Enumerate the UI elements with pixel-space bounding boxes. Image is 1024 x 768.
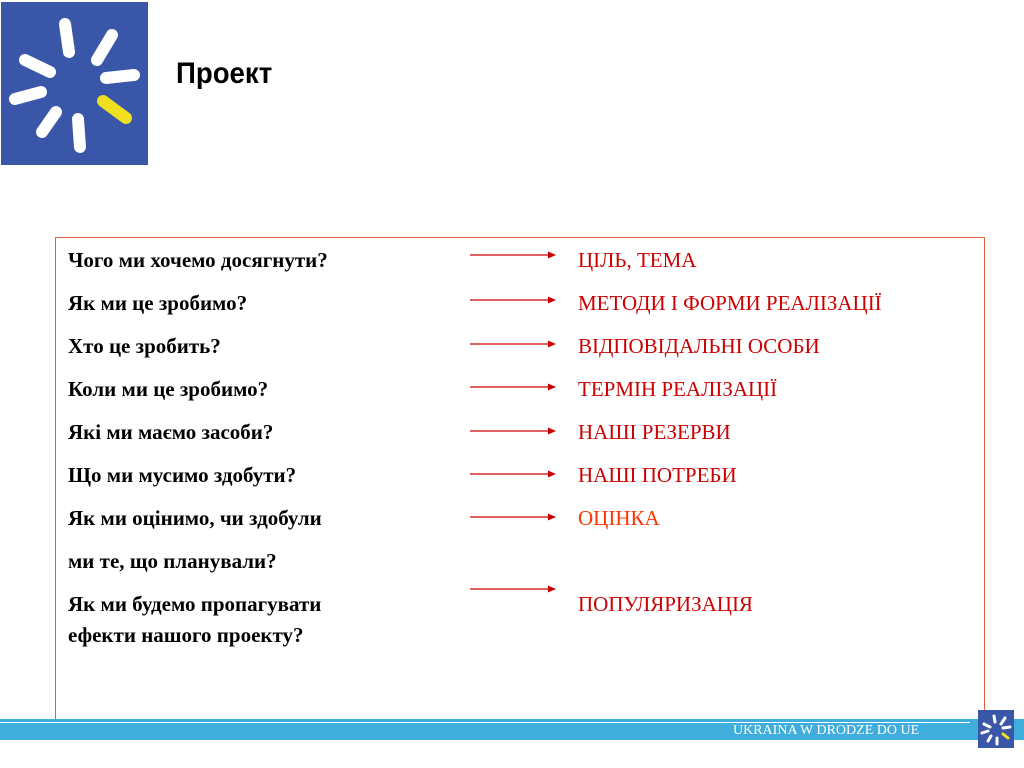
answer-methods: МЕТОДИ І ФОРМИ РЕАЛІЗАЦІЇ bbox=[578, 291, 882, 315]
answer-promotion: ПОПУЛЯРИЗАЦІЯ bbox=[578, 592, 753, 616]
answer-needs: НАШІ ПОТРЕБИ bbox=[578, 463, 737, 487]
answer-means: НАШІ РЕЗЕРВИ bbox=[578, 420, 731, 444]
question-methods: Як ми це зробимо? bbox=[68, 291, 248, 315]
right-arrow-icon bbox=[470, 469, 556, 479]
sunburst-logo-icon bbox=[1, 2, 148, 165]
right-arrow-icon bbox=[470, 250, 556, 260]
question-when: Коли ми це зробимо? bbox=[68, 377, 269, 401]
sunburst-logo-icon bbox=[978, 710, 1014, 748]
question-needs: Що ми мусимо здобути? bbox=[68, 463, 297, 487]
footer-text: UKRAINA W DRODZE DO UE bbox=[733, 723, 920, 738]
right-arrow-icon bbox=[470, 295, 556, 305]
question-promotion-continued: ефекти нашого проекту? bbox=[68, 623, 304, 647]
question-goal: Чого ми хочемо досягнути? bbox=[68, 248, 328, 272]
question-evaluation-continued: ми те, що планували? bbox=[68, 549, 277, 573]
question-promotion: Як ми будемо пропагувати bbox=[68, 592, 322, 616]
question-evaluation: Як ми оцінимо, чи здобули bbox=[68, 506, 322, 530]
right-arrow-icon bbox=[470, 339, 556, 349]
answer-when: ТЕРМІН РЕАЛІЗАЦІЇ bbox=[578, 377, 778, 401]
page-title: Проект bbox=[176, 57, 273, 90]
question-means: Які ми маємо засоби? bbox=[68, 420, 274, 444]
answer-evaluation: ОЦІНКА bbox=[578, 506, 660, 530]
answer-goal: ЦІЛЬ, ТЕМА bbox=[578, 248, 697, 272]
right-arrow-icon bbox=[470, 426, 556, 436]
answer-who: ВІДПОВІДАЛЬНІ ОСОБИ bbox=[578, 334, 820, 358]
right-arrow-icon bbox=[470, 584, 556, 594]
right-arrow-icon bbox=[470, 382, 556, 392]
question-who: Хто це зробить? bbox=[68, 334, 221, 358]
right-arrow-icon bbox=[470, 512, 556, 522]
